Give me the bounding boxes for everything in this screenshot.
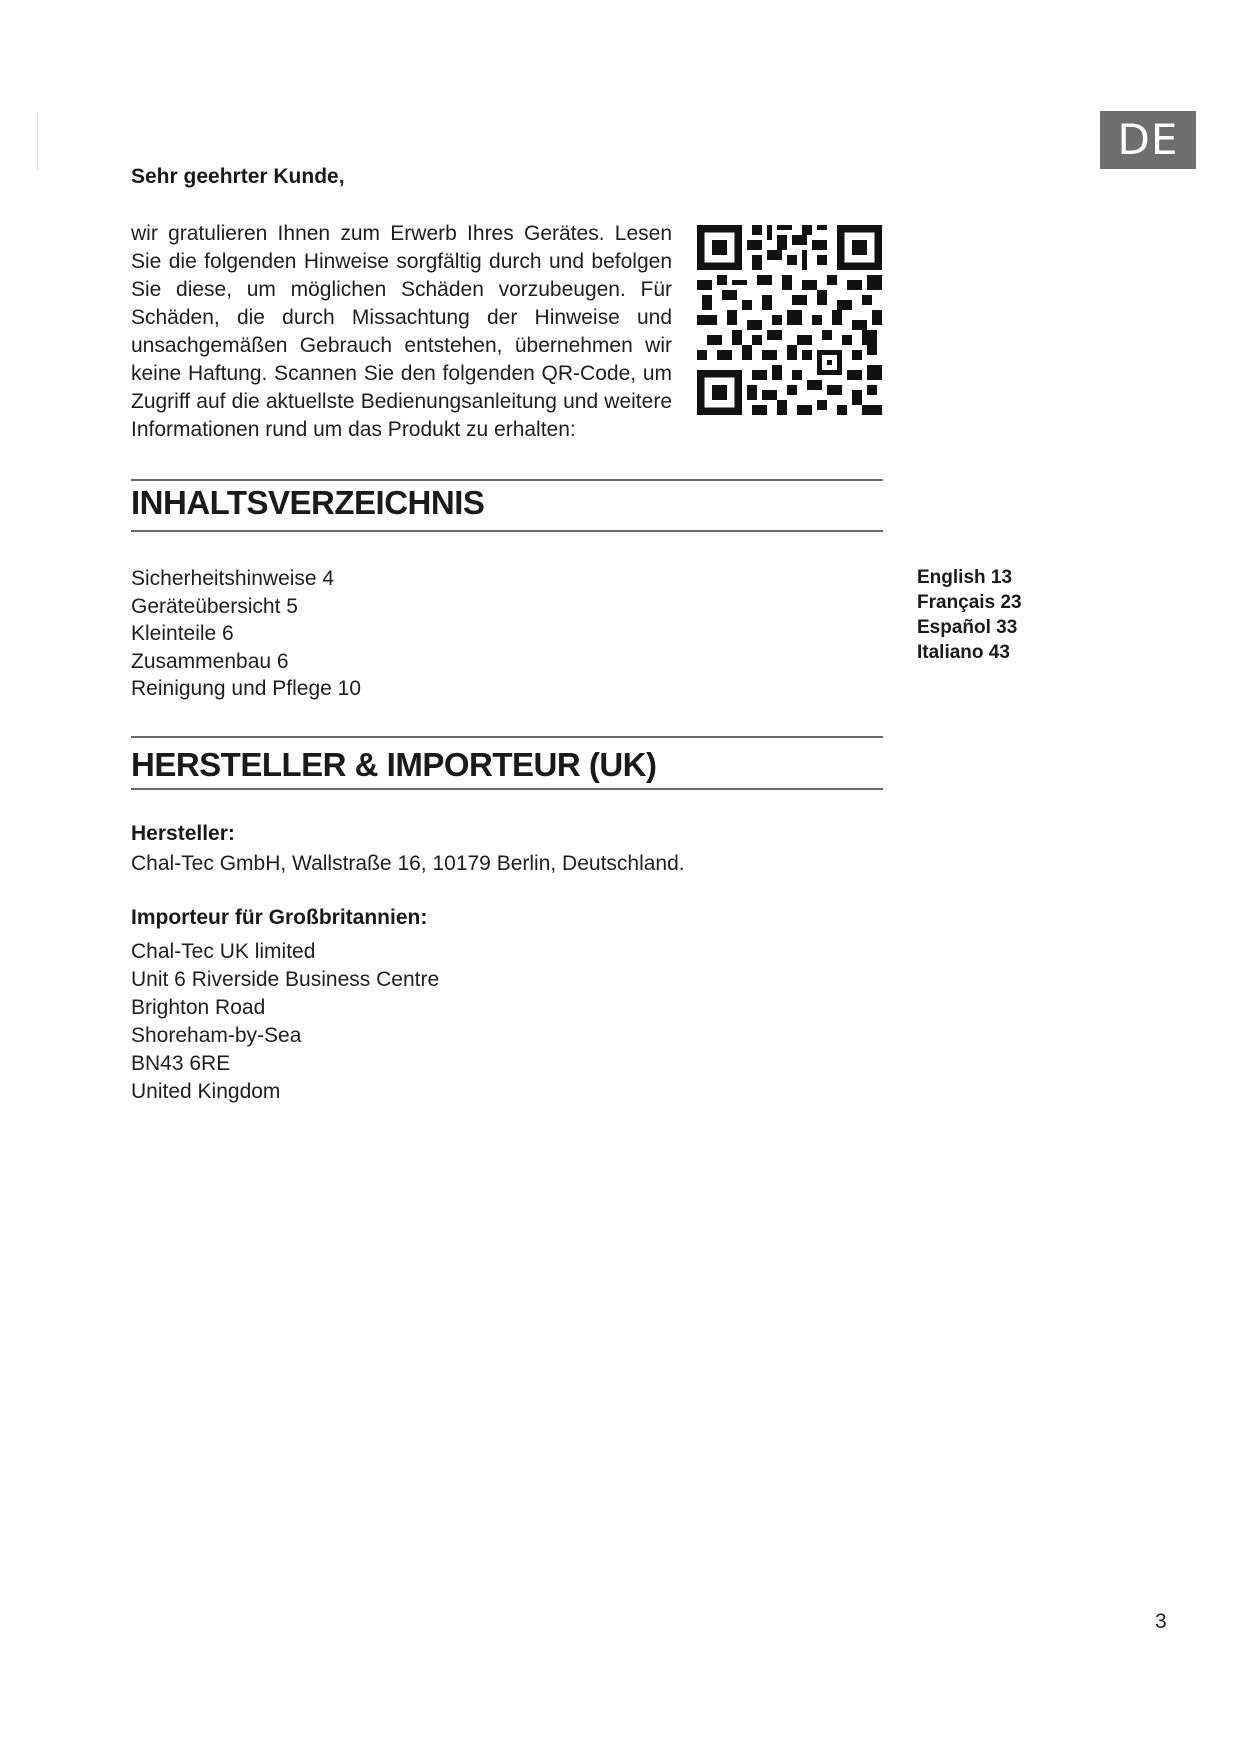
toc-item-french[interactable]: Français 23 <box>917 592 1022 613</box>
manufacturer-title: HERSTELLER & IMPORTEUR (UK) <box>131 746 657 783</box>
importer-address-line: Brighton Road <box>131 996 266 1019</box>
importer-address-line: BN43 6RE <box>131 1052 231 1075</box>
toc-item-english[interactable]: English 13 <box>917 567 1013 588</box>
toc-item-cleaning[interactable]: Reinigung und Pflege 10 <box>131 677 362 700</box>
toc-item-assembly[interactable]: Zusammenbau 6 <box>131 649 289 673</box>
importer-address-line: Unit 6 Riverside Business Centre <box>131 968 440 991</box>
intro-paragraph: wir gratulieren Ihnen zum Erwerb Ihres Gerätes. Lesen Sie die folgenden Hinweise sorgfältig durch und befolgen Sie diese, um möglichen Schäden vorzubeugen. Für Schäden, die durch Missachtung der Hinweise und unsachgemäßen Gebrauch entstehen, übernehmen wir keine Haftung. Scannen Sie den folgenden QR-Code, um Zugriff auf die aktuellste Bedienungsanleitung und weitere Informationen rund um das Produkt zu erhalten: <box>131 222 672 441</box>
importer-address-line: United Kingdom <box>131 1080 281 1103</box>
importer-label: Importeur für Großbritannien: <box>131 906 428 929</box>
margin-mark <box>37 112 38 170</box>
manufacturer-bottom-rule <box>131 788 883 790</box>
manufacturer-label: Hersteller: <box>131 822 235 845</box>
toc-title: INHALTSVERZEICHNIS <box>131 484 485 521</box>
toc-bottom-rule <box>131 530 883 532</box>
page-number: 3 <box>1155 1610 1167 1633</box>
greeting: Sehr geehrter Kunde, <box>131 165 345 188</box>
toc-item-overview[interactable]: Geräteübersicht 5 <box>131 594 298 618</box>
toc-item-spanish[interactable]: Español 33 <box>917 617 1018 638</box>
manufacturer-address: Chal-Tec GmbH, Wallstraße 16, 10179 Berlin, Deutschland. <box>131 852 685 875</box>
language-tab: DE <box>1100 111 1196 169</box>
other-languages-list <box>917 565 1022 665</box>
toc-item-small-parts[interactable]: Kleinteile 6 <box>131 622 234 645</box>
toc-item-safety[interactable]: Sicherheitshinweise 4 <box>131 567 335 590</box>
importer-address-line: Chal-Tec UK limited <box>131 940 316 963</box>
importer-address-line: Shoreham-by-Sea <box>131 1024 302 1047</box>
toc-item-italian[interactable]: Italiano 43 <box>917 642 1010 663</box>
toc-top-rule <box>131 479 883 481</box>
importer-address <box>131 938 439 1106</box>
manufacturer-top-rule <box>131 736 883 738</box>
qr-code-icon <box>697 225 882 415</box>
toc-list <box>131 565 361 703</box>
